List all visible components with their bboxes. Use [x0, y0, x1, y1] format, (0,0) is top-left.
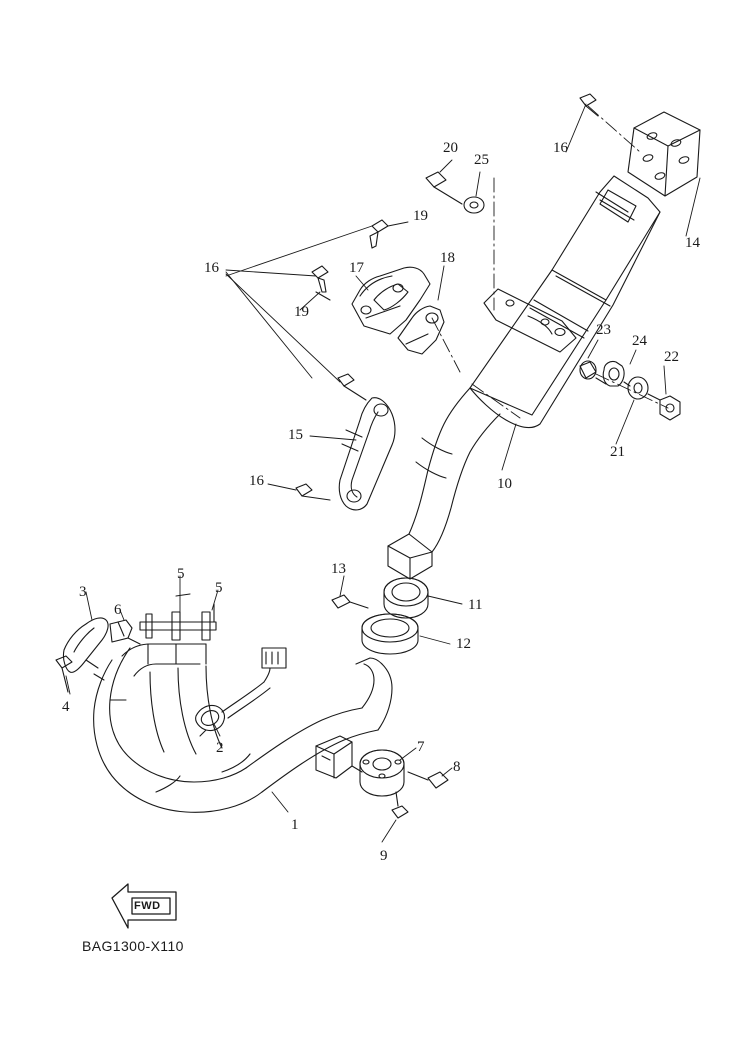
callout-3: 3 — [79, 584, 87, 600]
mount-7-8-9 — [316, 736, 448, 818]
leader-lines — [66, 104, 700, 842]
callout-19-lower: 19 — [294, 304, 309, 320]
callout-8: 8 — [453, 759, 461, 775]
callout-5-left: 5 — [177, 566, 185, 582]
bolt-20-washer-25 — [426, 172, 484, 213]
callout-21: 21 — [610, 444, 625, 460]
header-flanges — [140, 594, 216, 640]
bolt-13 — [332, 595, 368, 608]
mid-pipe — [388, 388, 500, 579]
callout-25: 25 — [474, 152, 489, 168]
callout-22: 22 — [664, 349, 679, 365]
part-code-label: BAG1300-X110 — [82, 938, 184, 954]
callout-9: 9 — [380, 848, 388, 864]
callout-18: 18 — [440, 250, 455, 266]
callout-17: 17 — [349, 260, 364, 276]
callout-11: 11 — [468, 597, 483, 613]
callout-2: 2 — [216, 740, 224, 756]
muffler-body — [470, 112, 700, 427]
oxygen-sensor — [196, 648, 286, 736]
callout-19-upper: 19 — [413, 208, 428, 224]
callout-12: 12 — [456, 636, 471, 652]
callout-6: 6 — [114, 602, 122, 618]
callout-14: 14 — [685, 235, 700, 251]
muffler-flange — [484, 289, 576, 352]
callout-23: 23 — [596, 322, 611, 338]
callout-16-upper-right: 16 — [553, 140, 568, 156]
header-pipes — [94, 644, 392, 812]
bracket-3 — [63, 618, 108, 680]
callout-15: 15 — [288, 427, 303, 443]
callout-16-lower: 16 — [249, 473, 264, 489]
callout-24: 24 — [632, 333, 647, 349]
callout-7: 7 — [417, 739, 425, 755]
clamp-6 — [110, 620, 140, 644]
callout-16-left: 16 — [204, 260, 219, 276]
callout-13: 13 — [331, 561, 346, 577]
callout-4: 4 — [62, 699, 70, 715]
fwd-arrow-label: FWD — [134, 900, 161, 912]
callout-10: 10 — [497, 476, 512, 492]
bracket-17-18 — [352, 267, 444, 354]
gasket-11-12 — [362, 578, 428, 654]
callout-1: 1 — [291, 817, 299, 833]
stay-15 — [339, 398, 395, 510]
callout-20: 20 — [443, 140, 458, 156]
callout-5-right: 5 — [215, 580, 223, 596]
